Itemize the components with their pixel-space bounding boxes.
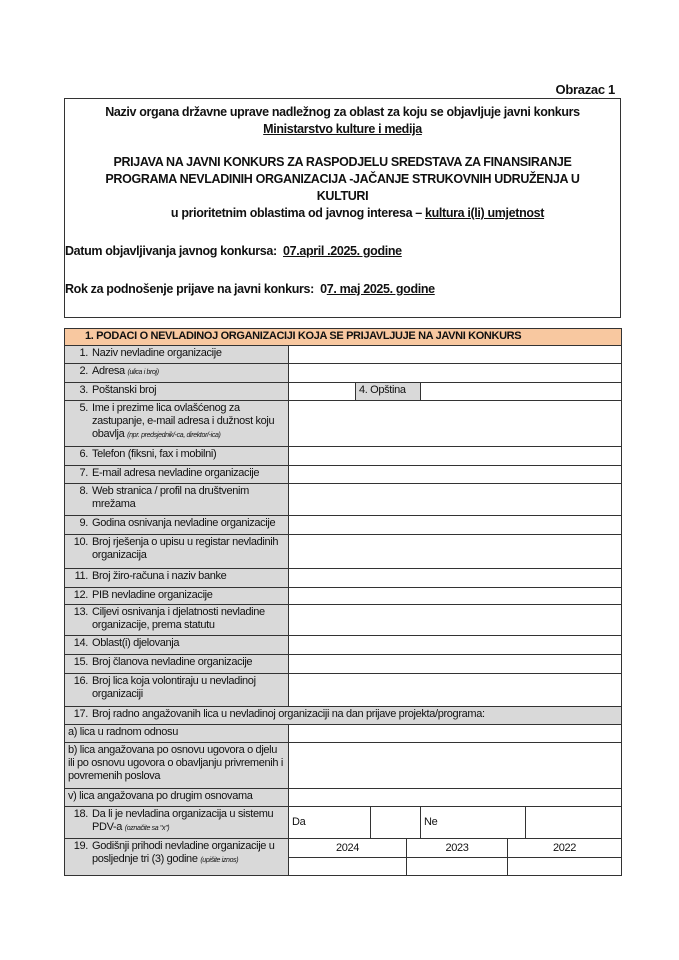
row-number: 5. bbox=[79, 402, 88, 414]
table-row bbox=[64, 364, 622, 383]
row-value-input[interactable] bbox=[289, 484, 621, 515]
table-row bbox=[64, 346, 622, 364]
row-note: (upišite iznos) bbox=[200, 857, 239, 864]
row-label: Broj lica koja volontiraju u nevladinoj organizaciji bbox=[92, 675, 256, 700]
section-title: 1. PODACI O NEVLADINOJ ORGANIZACIJI KOJA SE PRIJAVLJUJE NA JAVNI KONKURS bbox=[65, 329, 621, 345]
row-number: 8. bbox=[79, 485, 88, 497]
row-value-input[interactable] bbox=[289, 346, 621, 363]
row-number: 2. bbox=[79, 365, 88, 377]
row-number: 11. bbox=[74, 570, 88, 582]
row-label: v) lica angažovana po drugim osnovama bbox=[65, 789, 289, 806]
row-label: Ciljevi osnivanja i djelatnosti nevladine organizacije, prema statutu bbox=[92, 606, 265, 631]
row-number: 3. bbox=[79, 384, 88, 396]
table-row bbox=[64, 605, 622, 636]
table-row bbox=[64, 636, 622, 655]
table-row bbox=[64, 655, 622, 674]
row-number: 12. bbox=[73, 589, 88, 601]
row-value-input[interactable] bbox=[289, 569, 621, 587]
row-note: (ulica i broj) bbox=[127, 369, 159, 376]
row-number: 1. bbox=[79, 347, 88, 359]
income-2024-input[interactable] bbox=[289, 858, 406, 875]
row-label: PIB nevladine organizacije bbox=[92, 589, 213, 601]
title-line-2: PROGRAMA NEVLADINIH ORGANIZACIJA -JAČANJE STRUKOVNIH UDRUŽENJA U bbox=[105, 172, 580, 186]
table-row bbox=[64, 569, 622, 588]
row-label: Poštanski broj bbox=[92, 384, 157, 396]
table-row bbox=[64, 674, 622, 707]
row-value-input[interactable] bbox=[289, 447, 621, 465]
postal-code-input[interactable] bbox=[289, 383, 356, 400]
table-row bbox=[64, 383, 622, 401]
row-label: Ime i prezime lica ovlašćenog za zastupanje, e-mail adresa i dužnost koju obavlja bbox=[92, 402, 275, 440]
row-label: Broj članova nevladine organizacije bbox=[92, 656, 253, 668]
row-label: Oblast(i) djelovanja bbox=[92, 637, 180, 649]
authority-name: Ministarstvo kulture i medija bbox=[263, 122, 422, 136]
row-value-input[interactable] bbox=[289, 674, 621, 706]
row-label: Broj rješenja o upisu u registar nevladinih organizacija bbox=[92, 536, 279, 561]
vat-no-label: Ne bbox=[421, 807, 526, 838]
row-number: 14. bbox=[73, 637, 88, 649]
row-number: 10. bbox=[73, 536, 88, 548]
header-box bbox=[64, 98, 621, 318]
row-note: (označite sa "x") bbox=[124, 825, 170, 832]
table-row bbox=[64, 466, 622, 484]
year-header: 2023 bbox=[407, 839, 507, 858]
year-header: 2024 bbox=[289, 839, 406, 858]
row-number: 15. bbox=[73, 656, 88, 668]
row-number: 6. bbox=[79, 448, 88, 460]
row-value-input[interactable] bbox=[289, 535, 621, 568]
row-number: 19. bbox=[73, 840, 88, 852]
row-label: Broj radno angažovanih lica u nevladinoj organizaciji na dan prijave projekta/programa: bbox=[92, 708, 485, 720]
table-row bbox=[64, 789, 622, 807]
row-label: Telefon (fiksni, fax i mobilni) bbox=[92, 448, 217, 460]
table-row bbox=[64, 484, 622, 516]
table-row bbox=[64, 535, 622, 569]
row-value-input[interactable] bbox=[289, 605, 621, 635]
deadline-value: 7. maj 2025. godine bbox=[326, 282, 435, 296]
date-label: Datum objavljivanja javnog konkursa: bbox=[65, 244, 284, 258]
row-note: (npr. predsjednik/-ca, direktor/-ica) bbox=[127, 432, 221, 439]
vat-no-checkbox[interactable] bbox=[526, 807, 621, 838]
municipality-label: 4. Opština bbox=[356, 383, 421, 400]
row-label: a) lica u radnom odnosu bbox=[65, 725, 289, 742]
row-value-input[interactable] bbox=[289, 364, 621, 382]
row-label: E-mail adresa nevladine organizacije bbox=[92, 467, 260, 479]
row-label: Broj žiro-računa i naziv banke bbox=[92, 570, 227, 582]
row-label: Naziv nevladine organizacije bbox=[92, 347, 222, 359]
row-label: Web stranica / profil na društvenim mrežama bbox=[92, 485, 249, 510]
income-2023-input[interactable] bbox=[407, 858, 507, 875]
date-value: 07.april .2025. godine bbox=[283, 244, 402, 258]
row-label: Godišnji prihodi nevladine organizacije u posljednje tri (3) godine bbox=[92, 840, 275, 865]
priority-prefix: u prioritetnim oblastima od javnog interesa – bbox=[170, 206, 426, 220]
row-value-input[interactable] bbox=[289, 725, 621, 742]
table-row bbox=[64, 516, 622, 535]
municipality-input[interactable] bbox=[421, 383, 621, 400]
row-label: Adresa bbox=[92, 365, 128, 377]
vat-yes-label: Da bbox=[289, 807, 371, 838]
table-row bbox=[64, 743, 622, 789]
row-value-input[interactable] bbox=[289, 516, 621, 534]
row-label: Godina osnivanja nevladine organizacije bbox=[92, 517, 276, 529]
row-value-input[interactable] bbox=[289, 636, 621, 654]
row-number: 16. bbox=[73, 675, 88, 687]
title-line-1: PRIJAVA NA JAVNI KONKURS ZA RASPODJELU SREDSTAVA ZA FINANSIRANJE bbox=[113, 155, 572, 169]
row-number: 9. bbox=[79, 517, 88, 529]
row-label: b) lica angažovana po osnovu ugovora o djelu ili po osnovu ugovora o obavljanju privremenih i povremenih poslova bbox=[65, 743, 289, 788]
income-2022-input[interactable] bbox=[508, 858, 621, 875]
row-value-input[interactable] bbox=[289, 401, 621, 446]
row-value-input[interactable] bbox=[289, 588, 621, 604]
row-value-input[interactable] bbox=[289, 743, 621, 788]
deadline-label: Rok za podnošenje prijave na javni konkurs: 0 bbox=[65, 282, 327, 296]
row-value-input[interactable] bbox=[289, 789, 621, 806]
year-header: 2022 bbox=[508, 839, 621, 858]
row-value-input[interactable] bbox=[289, 655, 621, 673]
priority-area: kultura i(li) umjetnost bbox=[425, 206, 545, 220]
table-row bbox=[64, 588, 622, 605]
row-number: 18. bbox=[73, 808, 88, 820]
title-line-3: KULTURI bbox=[316, 189, 369, 203]
row-label: Da li je nevladina organizacija u sistemu PDV-a bbox=[92, 808, 274, 833]
vat-yes-checkbox[interactable] bbox=[371, 807, 421, 838]
row-number: 17. bbox=[73, 708, 88, 720]
authority-label: Naziv organa državne uprave nadležnog za oblast za koju se objavljuje javni konkurs bbox=[105, 105, 580, 119]
table-row bbox=[64, 401, 622, 447]
form-number: Obrazac 1 bbox=[555, 82, 615, 97]
row-value-input[interactable] bbox=[289, 466, 621, 483]
table-row bbox=[64, 447, 622, 466]
row-number: 13. bbox=[73, 606, 88, 618]
organization-data-table bbox=[64, 328, 622, 876]
table-row bbox=[64, 725, 622, 743]
row-number: 7. bbox=[79, 467, 88, 479]
